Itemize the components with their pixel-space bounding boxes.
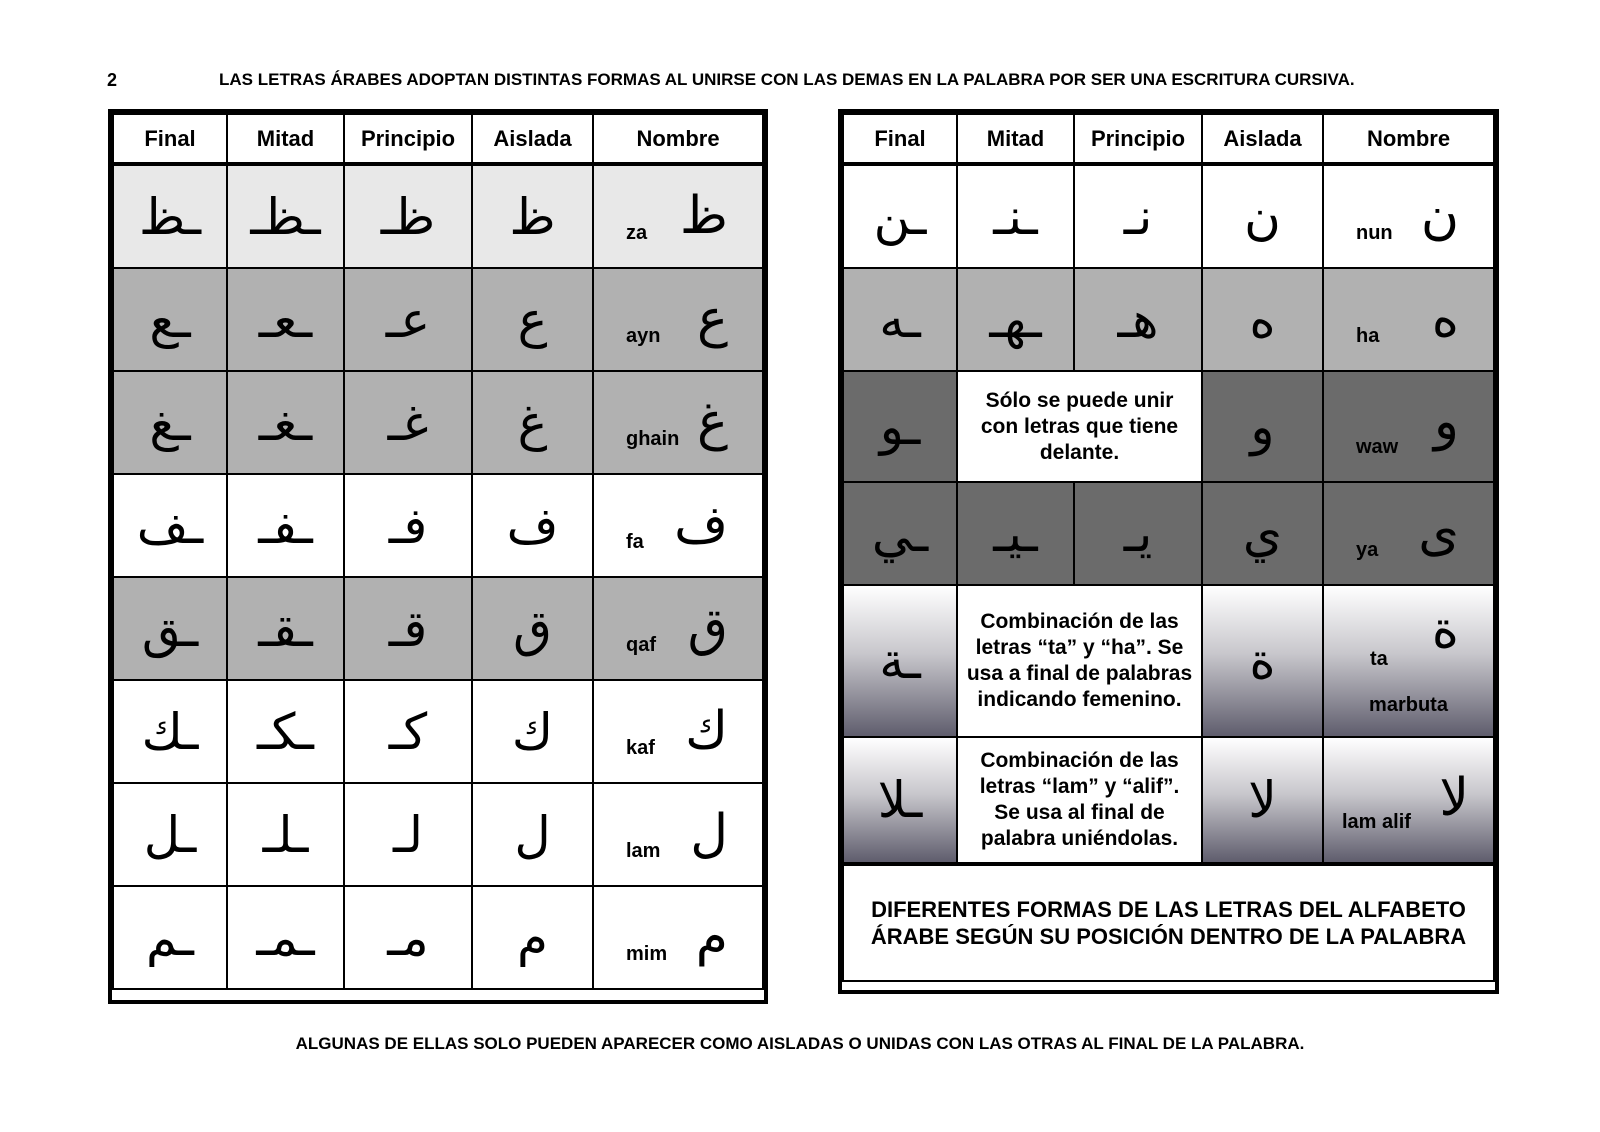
- letter-row-ha: [843, 268, 1494, 371]
- glyph-principio: كـ: [388, 702, 428, 761]
- name-glyph: ك: [685, 701, 728, 761]
- glyph-aislada: ن: [1244, 187, 1281, 246]
- glyph-aislada: ة: [1249, 632, 1276, 690]
- glyph-final: ـة: [879, 632, 921, 690]
- letter-name: qaf: [626, 634, 656, 656]
- letter-name: mim: [626, 943, 668, 965]
- glyph-final: ـي: [871, 504, 929, 563]
- glyph-mitad: ـلـ: [262, 805, 309, 864]
- glyph-mitad: ـظـ: [250, 187, 321, 246]
- glyph-final: ـف: [136, 496, 204, 555]
- glyph-mitad: ـمـ: [256, 908, 315, 967]
- header-principio: Principio: [344, 114, 472, 164]
- header-row: [843, 114, 1494, 164]
- name-glyph: و: [1433, 392, 1459, 452]
- letter-row-mim: [113, 886, 763, 989]
- glyph-aislada: غ: [517, 393, 548, 452]
- top-note: LAS LETRAS ÁRABES ADOPTAN DISTINTAS FORMAS AL UNIRSE CON LAS DEMAS EN LA PALABRA POR SER UNA ESCRITURA CURSIVA.: [219, 70, 1355, 89]
- bottom-note: ALGUNAS DE ELLAS SOLO PUEDEN APARECER COMO AISLADAS O UNIDAS CON LAS OTRAS AL FINAL DE LA PALABRA.: [295, 1034, 1305, 1053]
- glyph-principio: عـ: [385, 290, 431, 349]
- glyph-final: ـك: [141, 702, 199, 761]
- name-glyph: ظ: [679, 186, 728, 246]
- letter-row-ayn: [113, 268, 763, 371]
- letter-name: ayn: [626, 325, 661, 347]
- header-principio: Principio: [1074, 114, 1202, 164]
- letter-name: za: [626, 222, 648, 244]
- name-glyph: غ: [696, 392, 728, 452]
- ta-marbuta-note: Combinación de las letras “ta” y “ha”. Se usa a final de palabras indicando femenino.: [957, 585, 1202, 737]
- glyph-principio: لـ: [393, 805, 423, 864]
- name-glyph: ع: [696, 289, 728, 349]
- glyph-principio: نـ: [1123, 187, 1153, 246]
- header-nombre: Nombre: [1323, 114, 1494, 164]
- glyph-aislada: ع: [517, 290, 548, 349]
- glyph-principio: ظـ: [380, 187, 436, 246]
- glyph-final: ـو: [879, 397, 921, 456]
- header-final: Final: [843, 114, 957, 164]
- name-glyph: ه: [1431, 289, 1459, 349]
- letter-row-fa: [113, 474, 763, 577]
- glyph-mitad: ـهـ: [989, 290, 1042, 349]
- letter-name: lam alif: [1342, 811, 1411, 833]
- page-number: 2: [107, 70, 118, 90]
- letter-row-qaf: [113, 577, 763, 680]
- glyph-aislada: م: [517, 908, 548, 967]
- letter-name-line2: marbuta: [1369, 694, 1448, 716]
- name-glyph: ن: [1420, 186, 1459, 246]
- glyph-mitad: ـعـ: [258, 290, 313, 349]
- header-final: Final: [113, 114, 227, 164]
- name-glyph: لا: [1439, 768, 1469, 828]
- glyph-aislada: ه: [1249, 290, 1276, 349]
- glyph-aislada: و: [1250, 397, 1275, 456]
- letter-name: lam: [626, 840, 661, 862]
- glyph-final: ـع: [149, 290, 191, 349]
- header-aislada: Aislada: [1202, 114, 1323, 164]
- letter-row-lam-alif: [843, 737, 1494, 864]
- letter-name: ghain: [626, 428, 680, 450]
- glyph-principio: يـ: [1123, 504, 1153, 563]
- header-nombre: Nombre: [593, 114, 763, 164]
- letter-row-za: [113, 164, 763, 268]
- letter-name: waw: [1356, 436, 1399, 458]
- caption-row: [843, 864, 1494, 981]
- name-glyph: ف: [674, 495, 728, 555]
- letter-name: nun: [1356, 222, 1393, 244]
- letter-name: ha: [1356, 325, 1380, 347]
- header-mitad: Mitad: [227, 114, 344, 164]
- name-glyph: ل: [690, 804, 728, 864]
- glyph-final: ـغ: [149, 393, 191, 452]
- glyph-principio: هـ: [1117, 290, 1159, 349]
- letter-row-nun: [843, 164, 1494, 268]
- name-glyph: ة: [1431, 600, 1459, 660]
- letter-row-waw: [843, 371, 1494, 482]
- header-aislada: Aislada: [472, 114, 593, 164]
- letter-name: kaf: [626, 737, 655, 759]
- letter-row-ghain: [113, 371, 763, 474]
- glyph-final: ـظ: [138, 187, 202, 246]
- letter-row-kaf: [113, 680, 763, 783]
- letter-row-ya: [843, 482, 1494, 585]
- glyph-mitad: ـيـ: [993, 504, 1038, 563]
- glyph-mitad: ـنـ: [993, 187, 1038, 246]
- glyph-mitad: ـغـ: [258, 393, 313, 452]
- glyph-principio: مـ: [387, 908, 429, 967]
- lam-alif-note: Combinación de las letras “lam” y “alif”. Se usa al final de palabra uniéndolas.: [957, 737, 1202, 864]
- glyph-mitad: ـكـ: [257, 702, 314, 761]
- right-letter-table: [838, 109, 1499, 994]
- header-mitad: Mitad: [957, 114, 1074, 164]
- letter-row-lam: [113, 783, 763, 886]
- name-glyph: م: [695, 907, 728, 967]
- glyph-aislada: لا: [1248, 771, 1277, 829]
- name-glyph: ق: [687, 598, 728, 658]
- name-glyph: ى: [1418, 503, 1459, 563]
- glyph-mitad: ـفـ: [258, 496, 313, 555]
- glyph-aislada: ف: [506, 496, 559, 555]
- header-row: [113, 114, 763, 164]
- letter-name: fa: [626, 531, 644, 553]
- glyph-final: ـق: [141, 599, 199, 658]
- glyph-final: ـلا: [877, 771, 923, 829]
- glyph-aislada: ك: [511, 702, 554, 761]
- glyph-aislada: ظ: [509, 187, 556, 246]
- glyph-final: ـل: [143, 805, 197, 864]
- letter-name-line1: ta: [1370, 648, 1388, 670]
- table-caption: DIFERENTES FORMAS DE LAS LETRAS DEL ALFABETO ÁRABE SEGÚN SU POSICIÓN DENTRO DE LA PALABRA: [843, 864, 1494, 981]
- left-letter-table: [108, 109, 768, 1004]
- waw-note: Sólo se puede unir con letras que tiene delante.: [957, 371, 1202, 482]
- glyph-mitad: ـقـ: [258, 599, 313, 658]
- glyph-aislada: ي: [1242, 504, 1283, 563]
- glyph-final: ـم: [146, 908, 194, 967]
- letter-row-ta-marbuta: [843, 585, 1494, 737]
- glyph-final: ـن: [873, 187, 927, 246]
- glyph-aislada: ل: [514, 805, 551, 864]
- glyph-principio: قـ: [388, 599, 428, 658]
- glyph-aislada: ق: [513, 599, 552, 658]
- glyph-final: ـه: [879, 290, 921, 349]
- glyph-principio: فـ: [388, 496, 428, 555]
- letter-name: ya: [1356, 539, 1379, 561]
- glyph-principio: غـ: [387, 393, 429, 452]
